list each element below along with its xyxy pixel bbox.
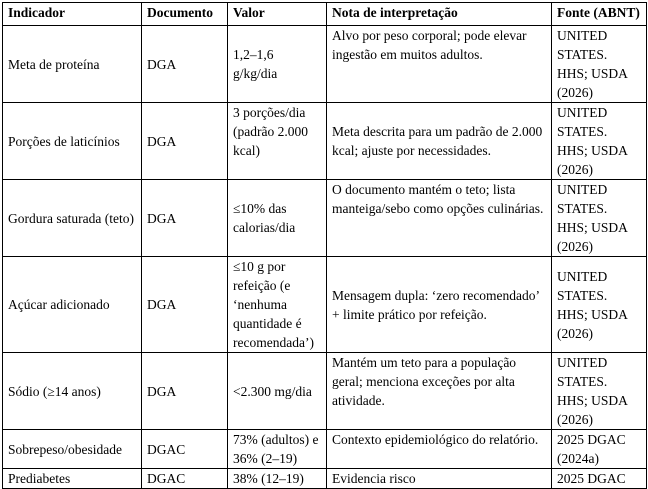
header-fonte: Fonte (ABNT) — [552, 3, 647, 26]
cell-valor: 38% (12–19) — [228, 469, 327, 489]
cell-indicador: Porções de laticínios — [3, 103, 142, 180]
header-documento: Documento — [142, 3, 228, 26]
header-valor: Valor — [228, 3, 327, 26]
cell-indicador: Sódio (≥14 anos) — [3, 353, 142, 430]
table-row — [3, 103, 647, 180]
cell-nota: O documento mantém o teto; lista manteiga/sebo como opções culinárias. — [327, 180, 552, 257]
cell-nota: Mensagem dupla: ‘zero recomendado’ + limite prático por refeição. — [327, 257, 552, 353]
cell-valor: <2.300 mg/dia — [228, 353, 327, 430]
cell-valor: ≤10% das calorias/dia — [228, 180, 327, 257]
cell-documento: DGA — [142, 103, 228, 180]
cell-indicador: Açúcar adicionado — [3, 257, 142, 353]
cell-indicador: Prediabetes — [3, 469, 142, 489]
cell-documento: DGA — [142, 180, 228, 257]
cell-indicador: Sobrepeso/obesidade — [3, 430, 142, 469]
cell-indicador: Meta de proteína — [3, 26, 142, 103]
cell-nota: Contexto epidemiológico do relatório. — [327, 430, 552, 469]
cell-valor: 73% (adultos) e 36% (2–19) — [228, 430, 327, 469]
header-indicador: Indicador — [3, 3, 142, 26]
cell-documento: DGA — [142, 257, 228, 353]
cell-nota: Mantém um teto para a população geral; menciona exceções por alta atividade. — [327, 353, 552, 430]
table-row — [3, 26, 647, 103]
table-row — [3, 430, 647, 469]
cell-valor: 1,2–1,6 g/kg/dia — [228, 26, 327, 103]
cell-fonte: 2025 DGAC — [552, 469, 647, 489]
cell-nota: Alvo por peso corporal; pode elevar ingestão em muitos adultos. — [327, 26, 552, 103]
cell-documento: DGA — [142, 353, 228, 430]
cell-documento: DGAC — [142, 469, 228, 489]
cell-fonte: UNITED STATES. HHS; USDA (2026) — [552, 26, 647, 103]
cell-fonte: UNITED STATES. HHS; USDA (2026) — [552, 257, 647, 353]
cell-fonte: UNITED STATES. HHS; USDA (2026) — [552, 180, 647, 257]
cell-valor: 3 porções/dia (padrão 2.000 kcal) — [228, 103, 327, 180]
header-nota: Nota de interpretação — [327, 3, 552, 26]
cell-documento: DGA — [142, 26, 228, 103]
table-row — [3, 180, 647, 257]
table-row — [3, 257, 647, 353]
table-row — [3, 469, 647, 489]
cell-indicador: Gordura saturada (teto) — [3, 180, 142, 257]
cell-fonte: UNITED STATES. HHS; USDA (2026) — [552, 103, 647, 180]
table-row — [3, 353, 647, 430]
cell-nota: Meta descrita para um padrão de 2.000 kcal; ajuste por necessidades. — [327, 103, 552, 180]
cell-valor: ≤10 g por refeição (e ‘nenhuma quantidade é recomendada’) — [228, 257, 327, 353]
cell-fonte: UNITED STATES. HHS; USDA (2026) — [552, 353, 647, 430]
cell-nota: Evidencia risco — [327, 469, 552, 489]
cell-documento: DGAC — [142, 430, 228, 469]
table-header-row — [3, 3, 647, 26]
cell-fonte: 2025 DGAC (2024a) — [552, 430, 647, 469]
indicators-table — [2, 2, 647, 489]
